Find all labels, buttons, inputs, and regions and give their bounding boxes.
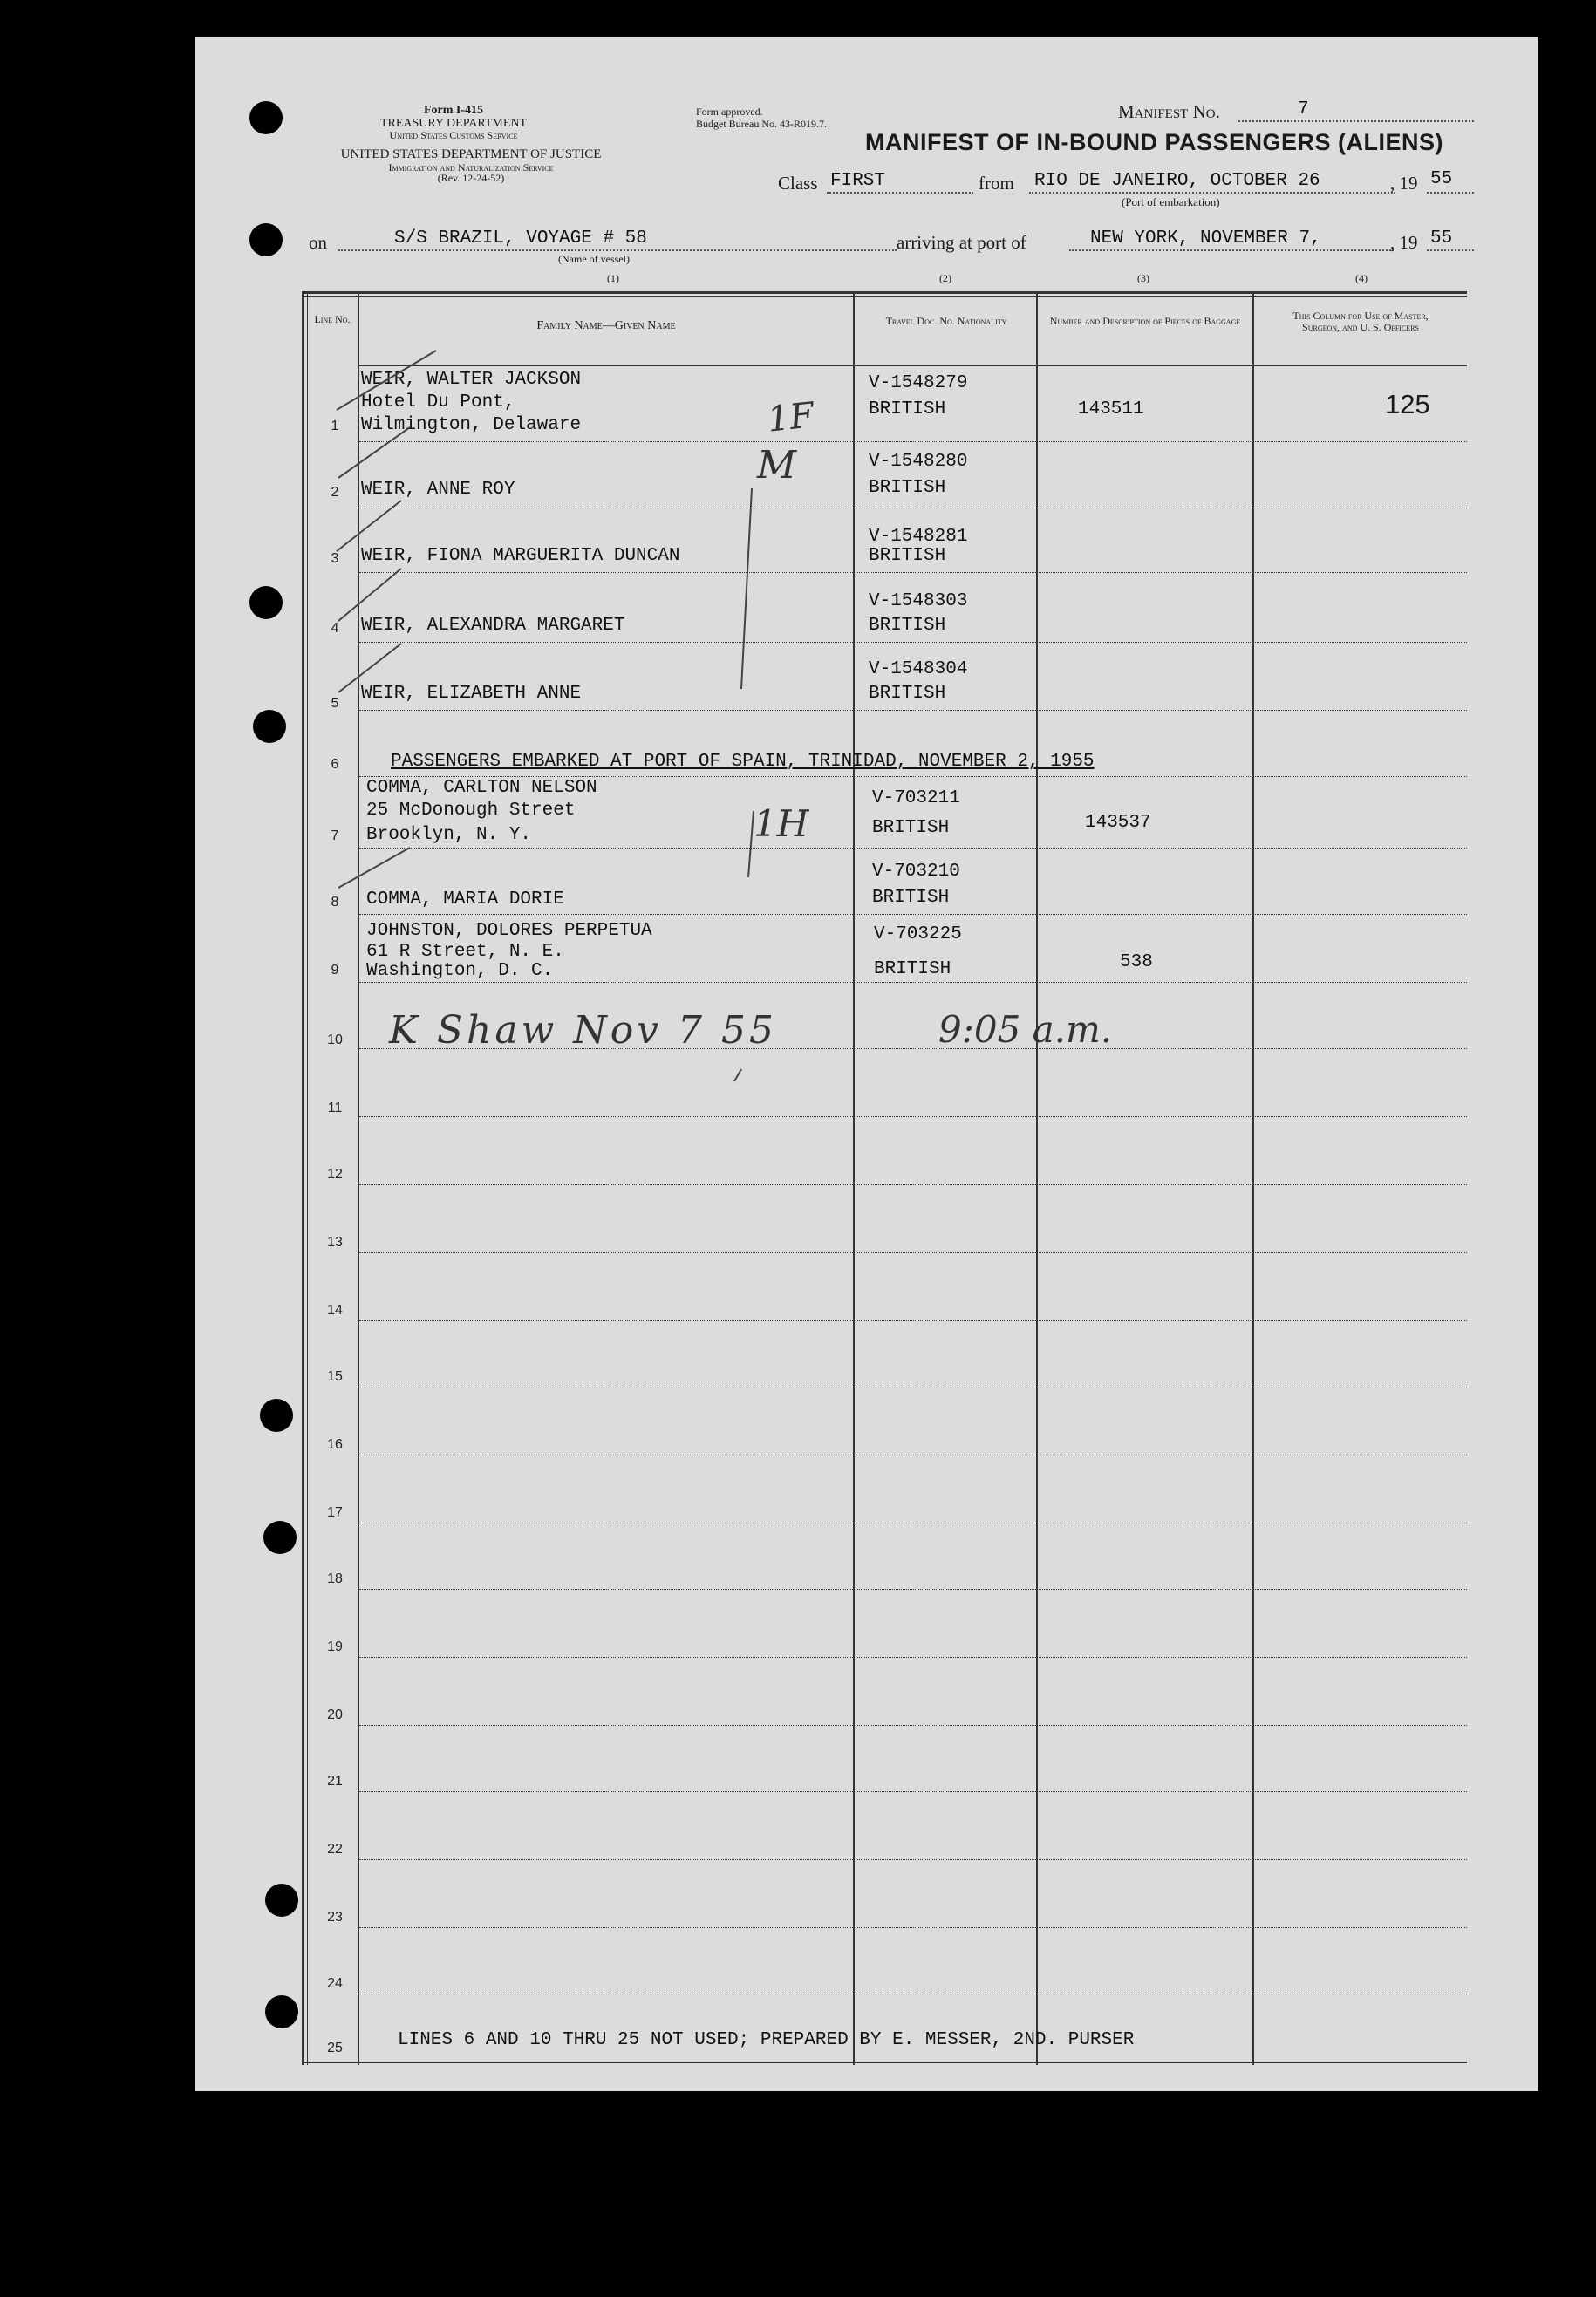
nationality: BRITISH — [869, 478, 946, 498]
budget-number: Budget Bureau No. 43-R019.7. — [696, 117, 827, 130]
travel-doc-number: V-703210 — [872, 862, 960, 882]
passenger-address: Brooklyn, N. Y. — [366, 825, 532, 845]
from-label: from — [979, 173, 1014, 194]
travel-doc-number: V-1548304 — [869, 659, 968, 679]
year-1: 55 — [1430, 169, 1453, 189]
on-label: on — [309, 232, 327, 253]
rev-label: (Rev. 12-24-52) — [437, 172, 505, 185]
handwritten-mark: M — [757, 443, 797, 487]
customs-label: United States Customs Service — [389, 129, 518, 142]
travel-doc-number: V-703225 — [874, 924, 962, 944]
class-value: FIRST — [830, 171, 886, 191]
passenger-name: WEIR, ALEXANDRA MARGARET — [361, 616, 625, 636]
passenger-name: COMMA, MARIA DORIE — [366, 889, 564, 910]
line-number: 13 — [327, 1235, 343, 1250]
travel-doc-number: V-703211 — [872, 788, 960, 808]
arriving-label: arriving at port of — [897, 232, 1026, 253]
vessel-label: (Name of vessel) — [558, 253, 630, 265]
header-officers: This Column for Use of Master, Surgeon, and U. S. Officers — [1292, 310, 1429, 334]
ins-label: Immigration and Naturalization Service — [388, 160, 554, 174]
passenger-name: WEIR, FIONA MARGUERITA DUNCAN — [361, 546, 680, 566]
manifest-no-label: Manifest No. — [1118, 101, 1220, 122]
col-num-1: (1) — [607, 272, 619, 284]
baggage-count: 538 — [1120, 952, 1153, 972]
passenger-address: Wilmington, Delaware — [361, 415, 582, 435]
line-number: 4 — [331, 621, 339, 636]
passenger-name: WEIR, WALTER JACKSON — [361, 370, 582, 390]
col-num-3: (3) — [1137, 272, 1149, 284]
baggage-count: 143537 — [1085, 813, 1151, 833]
line-number: 1 — [331, 419, 339, 433]
form-number: Form I-415 — [423, 104, 484, 117]
from-value: RIO DE JANEIRO, OCTOBER 26 — [1034, 171, 1320, 191]
arriving-value: NEW YORK, NOVEMBER 7, — [1090, 228, 1321, 249]
line-number: 22 — [327, 1842, 343, 1857]
nationality: BRITISH — [869, 399, 946, 419]
passenger-name: WEIR, ELIZABETH ANNE — [361, 684, 582, 704]
nationality: BRITISH — [872, 888, 950, 908]
vessel-name: S/S BRAZIL, VOYAGE # 58 — [394, 228, 647, 249]
line-number: 16 — [327, 1437, 343, 1452]
passenger-address: Washington, D. C. — [366, 961, 554, 981]
header-baggage: Number and Description of Pieces of Baggage — [1049, 315, 1241, 327]
col-num-2: (2) — [939, 272, 951, 284]
line-number: 23 — [327, 1910, 343, 1925]
line-number: 18 — [327, 1571, 343, 1586]
form-approved: Form approved. — [696, 106, 763, 118]
travel-doc-number: V-1548280 — [869, 452, 968, 472]
treasury-label: TREASURY DEPARTMENT — [379, 116, 528, 130]
line-number: 21 — [327, 1774, 343, 1789]
line-number: 5 — [331, 696, 339, 711]
nationality: BRITISH — [869, 616, 946, 636]
baggage-count: 143511 — [1078, 399, 1144, 419]
line-number: 8 — [331, 895, 339, 910]
preparer-note: LINES 6 AND 10 THRU 25 NOT USED; PREPARED BY E. MESSER, 2ND. PURSER — [398, 2030, 1135, 2050]
line-number: 17 — [327, 1505, 343, 1520]
header-name: Family Name—Given Name — [536, 319, 676, 332]
line-number: 6 — [331, 757, 339, 772]
line-number: 19 — [327, 1639, 343, 1654]
header-line-no: Line No. — [314, 313, 351, 325]
nationality: BRITISH — [874, 959, 951, 979]
nationality: BRITISH — [872, 818, 950, 838]
line-number: 10 — [327, 1033, 343, 1047]
passenger-address: 25 McDonough Street — [366, 801, 576, 821]
manifest-no-value: 7 — [1298, 99, 1309, 119]
nationality: BRITISH — [869, 546, 946, 566]
officer-count: 125 — [1385, 389, 1430, 419]
line-number: 3 — [331, 551, 339, 566]
line-number: 12 — [327, 1167, 343, 1182]
manifest-title: MANIFEST OF IN-BOUND PASSENGERS (ALIENS) — [865, 129, 1444, 155]
line-number: 7 — [331, 828, 339, 843]
line-number: 20 — [327, 1707, 343, 1722]
header-travel-doc: Travel Doc. No. Nationality — [885, 315, 1007, 327]
line-number: 25 — [327, 2041, 343, 2055]
passenger-name: WEIR, ANNE ROY — [361, 480, 515, 500]
year-prefix-2: , 19 — [1390, 232, 1418, 253]
handwritten-mark: 1H — [754, 802, 809, 845]
col-num-4: (4) — [1355, 272, 1368, 284]
inspector-signature: K Shaw Nov 7 55 — [389, 1008, 778, 1053]
embark-note: PASSENGERS EMBARKED AT PORT OF SPAIN, TRINIDAD, NOVEMBER 2, 1955 — [391, 752, 1095, 772]
nationality: BRITISH — [869, 684, 946, 704]
passenger-name: JOHNSTON, DOLORES PERPETUA — [366, 921, 652, 941]
line-number: 14 — [327, 1303, 343, 1318]
passenger-name: COMMA, CARLTON NELSON — [366, 778, 597, 798]
line-number: 9 — [331, 963, 339, 978]
line-number: 15 — [327, 1369, 343, 1384]
travel-doc-number: V-1548279 — [869, 373, 968, 393]
class-label: Class — [778, 173, 818, 194]
passenger-address: Hotel Du Pont, — [361, 392, 515, 412]
year-2: 55 — [1430, 228, 1453, 249]
arrival-time: 9:05 a.m. — [938, 1008, 1113, 1051]
port-embark-label: (Port of embarkation) — [1122, 195, 1220, 208]
travel-doc-number: V-1548303 — [869, 591, 968, 611]
handwritten-mark: 1F — [765, 395, 816, 440]
passenger-address: 61 R Street, N. E. — [366, 942, 564, 962]
justice-label: UNITED STATES DEPARTMENT OF JUSTICE — [340, 147, 602, 161]
line-number: 2 — [331, 485, 339, 500]
line-number: 11 — [327, 1101, 343, 1115]
travel-doc-number: V-1548281 — [869, 527, 968, 547]
year-prefix-1: , 19 — [1390, 173, 1418, 194]
line-number: 24 — [327, 1976, 343, 1991]
